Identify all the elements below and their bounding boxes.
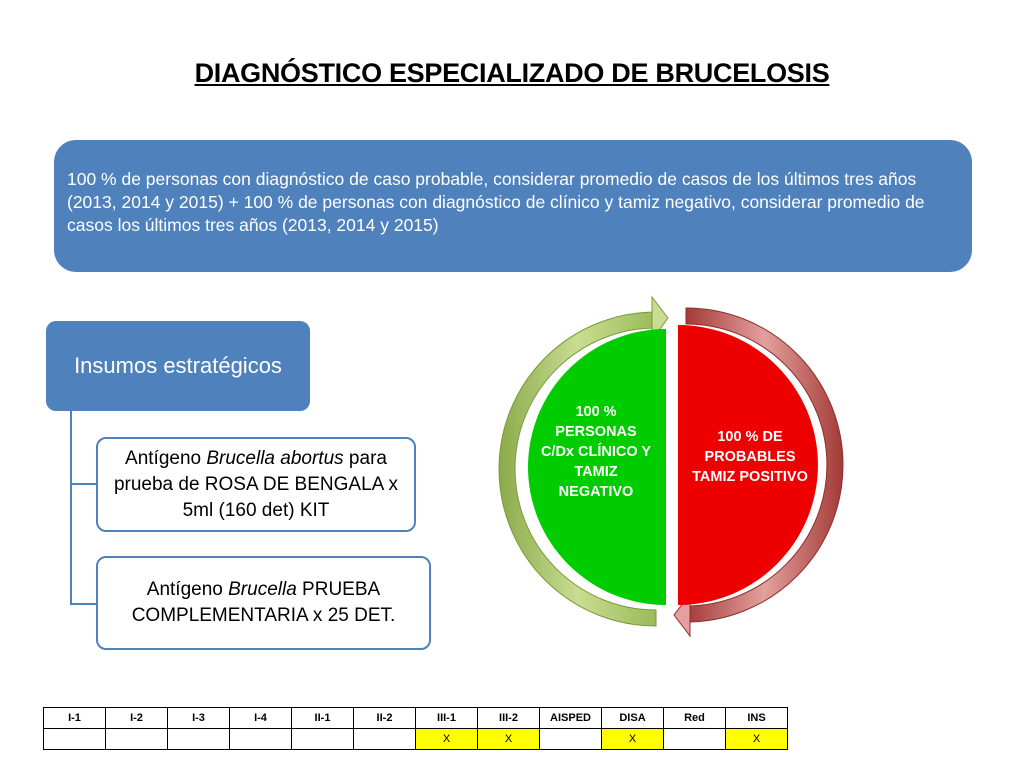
level-value xyxy=(354,729,416,750)
level-value xyxy=(168,729,230,750)
levels-table xyxy=(43,707,788,750)
level-value: X xyxy=(726,729,788,750)
insumo-item-text xyxy=(98,577,429,629)
level-header: Red xyxy=(664,708,726,729)
levels-value-row xyxy=(44,729,788,750)
level-header: I-2 xyxy=(106,708,168,729)
level-value: X xyxy=(602,729,664,750)
level-header: DISA xyxy=(602,708,664,729)
level-header: AISPED xyxy=(540,708,602,729)
level-value xyxy=(292,729,354,750)
cycle-left-label: 100 % PERSONAS C/Dx CLÍNICO Y TAMIZ NEGATIVO xyxy=(540,404,652,500)
insumo-item-suffix: para prueba de ROSA DE BENGALA x 5ml (160 det) KIT xyxy=(113,447,399,521)
level-value xyxy=(230,729,292,750)
insumo-item-prefix: Antígeno xyxy=(146,579,229,600)
cycle-right-label: 100 % DE PROBABLES TAMIZ POSITIVO xyxy=(692,429,808,485)
level-header: I-1 xyxy=(44,708,106,729)
level-value xyxy=(664,729,726,750)
levels-header-row xyxy=(44,708,788,729)
level-value xyxy=(540,729,602,750)
insumo-item-species: Brucella abortus xyxy=(206,447,344,469)
description-box: 100 % de personas con diagnóstico de caso probable, considerar promedio de casos de los últimos tres años (2013, 2014 y 2015) + 100 % de personas con diagnóstico de clínico y tamiz negativo, considerar promedio de casos los últimos tres años (2013, 2014 y 2015) xyxy=(54,140,972,272)
level-header: III-1 xyxy=(416,708,478,729)
level-value xyxy=(44,729,106,750)
insumo-item-suffix: PRUEBA COMPLEMENTARIA x 25 DET. xyxy=(131,579,396,626)
insumo-item-text xyxy=(98,446,414,524)
level-header: I-3 xyxy=(168,708,230,729)
level-header: II-1 xyxy=(292,708,354,729)
insumos-heading: Insumos estratégicos xyxy=(46,321,310,411)
insumo-item-complementaria xyxy=(96,556,431,650)
level-value: X xyxy=(416,729,478,750)
page-title: DIAGNÓSTICO ESPECIALIZADO DE BRUCELOSIS xyxy=(194,58,830,88)
insumo-item-prefix: Antígeno xyxy=(125,447,207,469)
level-value: X xyxy=(478,729,540,750)
level-header: III-2 xyxy=(478,708,540,729)
insumo-item-species: Brucella xyxy=(228,579,297,600)
level-header: II-2 xyxy=(354,708,416,729)
level-header: INS xyxy=(726,708,788,729)
insumo-item-rosa-bengala xyxy=(96,437,416,532)
level-value xyxy=(106,729,168,750)
level-header: I-4 xyxy=(230,708,292,729)
